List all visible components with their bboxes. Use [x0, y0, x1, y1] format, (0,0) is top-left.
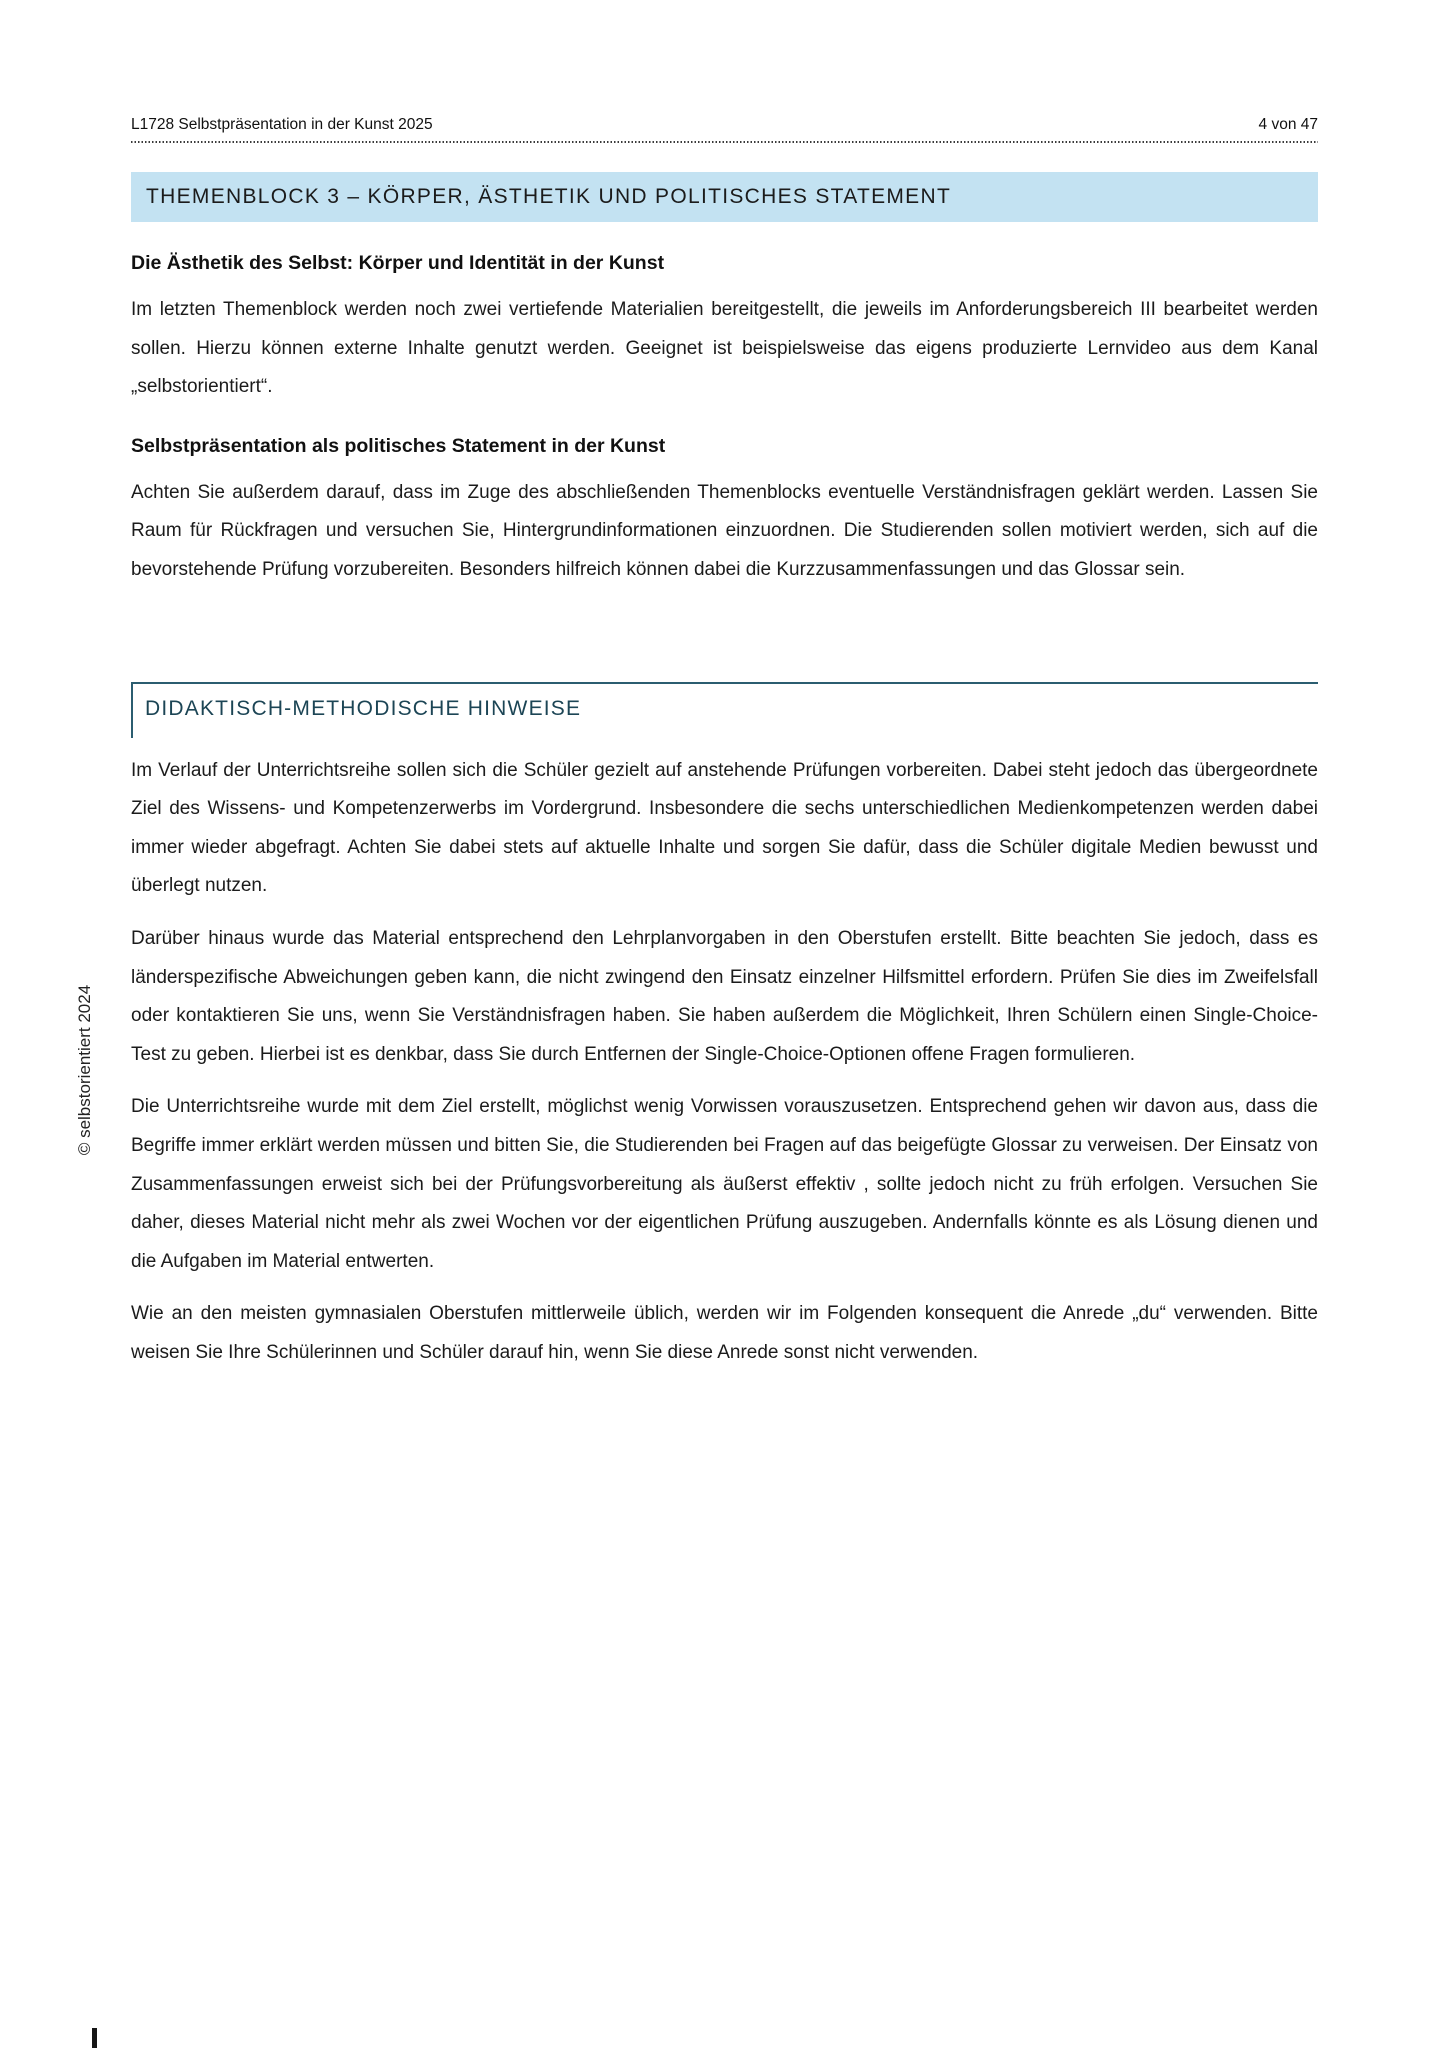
copyright-vertical-label: © selbstorientiert 2024	[75, 984, 94, 1156]
paragraph: Im Verlauf der Unterrichtsreihe sollen sich die Schüler gezielt auf anstehende Prüfungen vorbereiten. Dabei steht jedoch das übergeordnete Ziel des Wissens- und Kompetenzerwerbs im Vordergrund. Insbesondere die sechs unterschiedlichen Medienkompetenzen werden dabei immer wieder abgefragt. Achten Sie dabei stets auf aktuelle Inhalte und sorgen Sie dafür, dass die Schüler digitale Medien bewusst und überlegt nutzen.	[131, 759, 1318, 897]
page-number: 4 von 47	[1258, 116, 1318, 133]
paragraph: Die Unterrichtsreihe wurde mit dem Ziel erstellt, möglichst wenig Vorwissen vorauszusetzen. Entsprechend gehen wir davon aus, dass die Begriffe immer erklärt werden müssen und bitten Sie, die Studierenden bei Fragen auf das beigefügte Glossar zu verweisen. Der Einsatz von Zusammenfassungen erweist sich bei der Prüfungsvorbereitung als äußerst effektiv , sollte jedoch nicht zu früh erfolgen. Versuchen Sie daher, dieses Material nicht mehr als zwei Wochen vor der eigentlichen Prüfung auszugeben. Andernfalls könnte es als Lösung dienen und die Aufgaben im Material entwerten.	[131, 1096, 1318, 1272]
hinweise-title: DIDAKTISCH-METHODISCHE HINWEISE	[145, 696, 582, 720]
document-id: L1728 Selbstpräsentation in der Kunst 2025	[131, 116, 433, 133]
header-divider	[131, 141, 1318, 143]
themenblock-title: THEMENBLOCK 3 – KÖRPER, ÄSTHETIK UND POLITISCHES STATEMENT	[131, 172, 1318, 222]
hinweise-header	[131, 682, 1318, 738]
paragraph: Im letzten Themenblock werden noch zwei vertiefende Materialien bereitgestellt, die jeweils im Anforderungsbereich III bearbeitet werden sollen. Hierzu können externe Inhalte genutzt werden. Geeignet ist beispielsweise das eigens produzierte Lernvideo aus dem Kanal „selbstorientiert“.	[131, 299, 1318, 398]
section-heading-statement: Selbstpräsentation als politisches Statement in der Kunst	[131, 434, 666, 457]
paragraph: Darüber hinaus wurde das Material entsprechend den Lehrplanvorgaben in den Oberstufen erstellt. Bitte beachten Sie jedoch, dass es länderspezifische Abweichungen geben kann, die nicht zwingend den Einsatz einzelner Hilfsmittel erfordern. Prüfen Sie dies im Zweifelsfall oder kontaktieren Sie uns, wenn Sie Verständnisfragen haben. Sie haben außerdem die Möglichkeit, Ihren Schülern einen Single-Choice- Test zu geben. Hierbei ist es denkbar, dass Sie durch Entfernen der Single-Choice-Optionen offene Fragen formulieren.	[131, 927, 1318, 1065]
section-heading-aesthetik: Die Ästhetik des Selbst: Körper und Identität in der Kunst	[131, 252, 665, 274]
page-header	[131, 116, 1318, 134]
page-content	[131, 172, 1318, 1372]
page-edge-mark	[92, 2028, 97, 2048]
paragraph: Achten Sie außerdem darauf, dass im Zuge des abschließenden Themenblocks eventuelle Verständnisfragen geklärt werden. Lassen Sie Raum für Rückfragen und versuchen Sie, Hintergrundinformationen einzuordnen. Die Studierenden sollen motiviert werden, sich auf die bevorstehende Prüfung vorzubereiten. Besonders hilfreich können dabei die Kurzzusammenfassungen und das Glossar sein.	[131, 481, 1318, 580]
paragraph: Wie an den meisten gymnasialen Oberstufen mittlerweile üblich, werden wir im Folgenden konsequent die Anrede „du“ verwenden. Bitte weisen Sie Ihre Schülerinnen und Schüler darauf hin, wenn Sie diese Anrede sonst nicht verwenden.	[131, 1303, 1318, 1363]
